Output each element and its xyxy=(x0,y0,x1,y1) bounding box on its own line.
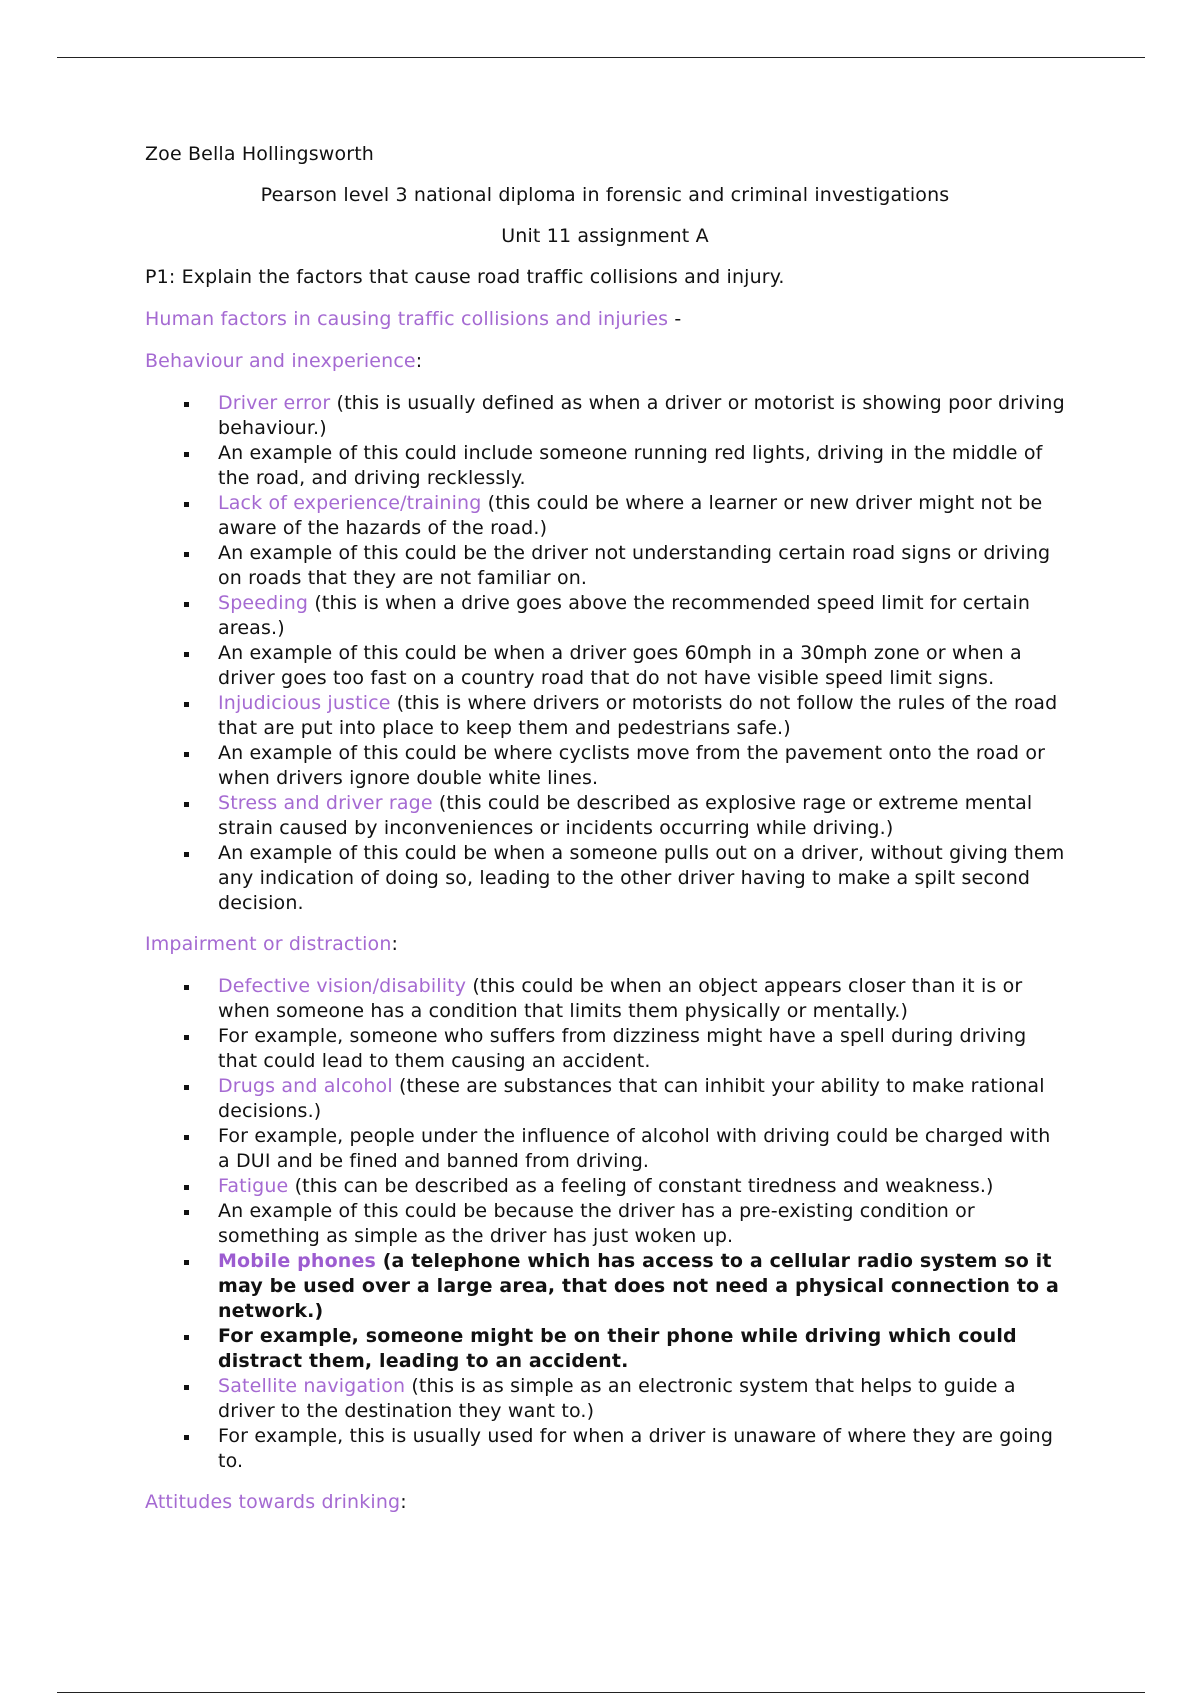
list-item xyxy=(145,1024,1065,1074)
list-item xyxy=(145,974,1065,1024)
bullet-icon xyxy=(184,1385,189,1390)
section-heading-suffix: : xyxy=(391,933,399,955)
question-heading: P1: Explain the factors that cause road traffic collisions and injury. xyxy=(145,266,785,288)
item-term: Fatigue xyxy=(218,1175,289,1197)
item-term: Injudicious justice xyxy=(218,692,391,714)
bullet-icon xyxy=(184,652,189,657)
list-item xyxy=(145,1074,1065,1124)
bullet-icon xyxy=(184,1335,189,1340)
main-heading-text: Human factors in causing traffic collisions and injuries xyxy=(145,308,669,330)
list-item xyxy=(145,641,1065,691)
list-item xyxy=(145,691,1065,741)
item-text: (this could be where a learner or new driver might not be aware of the hazards of the road.) xyxy=(218,492,1043,539)
section-heading-suffix: : xyxy=(415,350,423,372)
bullet-icon xyxy=(184,802,189,807)
item-term: Satellite navigation xyxy=(218,1375,406,1397)
item-text: (this is usually defined as when a driver or motorist is showing poor driving behaviour.) xyxy=(218,392,1065,439)
bullet-icon xyxy=(184,702,189,707)
list-item xyxy=(145,1324,1065,1374)
item-text: (this could be described as explosive rage or extreme mental strain caused by inconveniences or incidents occurring while driving.) xyxy=(218,792,1033,839)
list-item xyxy=(145,791,1065,841)
bullet-icon xyxy=(184,452,189,457)
bullet-icon xyxy=(184,552,189,557)
impairment-list xyxy=(145,974,1065,1474)
section-heading-impairment xyxy=(145,932,1065,957)
item-text: An example of this could be where cyclists move from the pavement onto the road or when drivers ignore double white lines. xyxy=(218,742,1046,789)
bullet-icon xyxy=(184,402,189,407)
item-text: (this can be described as a feeling of constant tiredness and weakness.) xyxy=(288,1175,994,1197)
list-item xyxy=(145,541,1065,591)
bullet-icon xyxy=(184,852,189,857)
list-item xyxy=(145,1199,1065,1249)
list-item xyxy=(145,491,1065,541)
item-text: For example, this is usually used for when a driver is unaware of where they are going to. xyxy=(218,1425,1054,1472)
item-text: An example of this could include someone running red lights, driving in the middle of the road, and driving recklessly. xyxy=(218,442,1043,489)
bullet-icon xyxy=(184,1185,189,1190)
bullet-icon xyxy=(184,752,189,757)
item-text: (this is where drivers or motorists do not follow the rules of the road that are put into place to keep them and pedestrians safe.) xyxy=(218,692,1058,739)
list-item xyxy=(145,441,1065,491)
main-heading xyxy=(145,307,1065,332)
course-title: Pearson level 3 national diploma in forensic and criminal investigations xyxy=(260,184,950,206)
list-item xyxy=(145,841,1065,916)
list-item xyxy=(145,1424,1065,1474)
behaviour-list xyxy=(145,391,1065,916)
item-text: For example, people under the influence of alcohol with driving could be charged with a DUI and be fined and banned from driving. xyxy=(218,1125,1051,1172)
bullet-icon xyxy=(184,985,189,990)
section-heading-text: Impairment or distraction xyxy=(145,933,392,955)
bullet-icon xyxy=(184,502,189,507)
item-text: (this could be when an object appears closer than it is or when someone has a condition that limits them physically or mentally.) xyxy=(218,975,1023,1022)
item-term: Lack of experience/training xyxy=(218,492,482,514)
section-heading-attitudes xyxy=(145,1490,1065,1515)
bullet-icon xyxy=(184,602,189,607)
item-text: For example, someone who suffers from dizziness might have a spell during driving that could lead to them causing an accident. xyxy=(218,1025,1027,1072)
bullet-icon xyxy=(184,1435,189,1440)
main-heading-suffix: - xyxy=(668,308,682,330)
item-text: An example of this could be the driver not understanding certain road signs or driving on roads that they are not familiar on. xyxy=(218,542,1051,589)
list-item xyxy=(145,591,1065,641)
item-term: Speeding xyxy=(218,592,309,614)
list-item xyxy=(145,391,1065,441)
item-text: (this is when a drive goes above the recommended speed limit for certain areas.) xyxy=(218,592,1031,639)
item-term: Mobile phones xyxy=(218,1250,376,1272)
list-item xyxy=(145,1374,1065,1424)
section-heading-suffix: : xyxy=(400,1491,407,1513)
item-term: Drugs and alcohol xyxy=(218,1075,393,1097)
list-item xyxy=(145,1249,1065,1324)
item-text: (this is as simple as an electronic system that helps to guide a driver to the destination they want to.) xyxy=(218,1375,1016,1422)
item-text: An example of this could be when a driver goes 60mph in a 30mph zone or when a driver goes too fast on a country road that do not have visible speed limit signs. xyxy=(218,642,1022,689)
list-item xyxy=(145,1124,1065,1174)
bullet-icon xyxy=(184,1260,189,1265)
section-heading-text: Behaviour and inexperience xyxy=(145,350,416,372)
document-body xyxy=(145,142,1065,1532)
section-heading-text: Attitudes towards drinking xyxy=(145,1491,401,1513)
item-text: (these are substances that can inhibit your ability to make rational decisions.) xyxy=(218,1075,1045,1122)
bullet-icon xyxy=(184,1085,189,1090)
bullet-icon xyxy=(184,1135,189,1140)
item-term: Driver error xyxy=(218,392,331,414)
item-text: An example of this could be when a someone pulls out on a driver, without giving them any indication of doing so, leading to the other driver having to make a spilt second decision. xyxy=(218,842,1065,914)
bullet-icon xyxy=(184,1035,189,1040)
unit-title: Unit 11 assignment A xyxy=(501,225,709,247)
list-item xyxy=(145,1174,1065,1199)
bottom-rule xyxy=(57,1692,1145,1693)
item-term: Stress and driver rage xyxy=(218,792,433,814)
item-text: An example of this could be because the driver has a pre-existing condition or something as simple as the driver has just woken up. xyxy=(218,1200,975,1247)
top-rule xyxy=(57,57,1145,58)
item-text: For example, someone might be on their phone while driving which could distract them, leading to an accident. xyxy=(218,1325,1017,1372)
list-item xyxy=(145,741,1065,791)
section-heading-behaviour xyxy=(145,349,1065,374)
item-text: (a telephone which has access to a cellular radio system so it may be used over a large area, that does not need a physical connection to a network.) xyxy=(218,1250,1059,1322)
bullet-icon xyxy=(184,1210,189,1215)
item-term: Defective vision/disability xyxy=(218,975,467,997)
author-name: Zoe Bella Hollingsworth xyxy=(145,143,375,165)
